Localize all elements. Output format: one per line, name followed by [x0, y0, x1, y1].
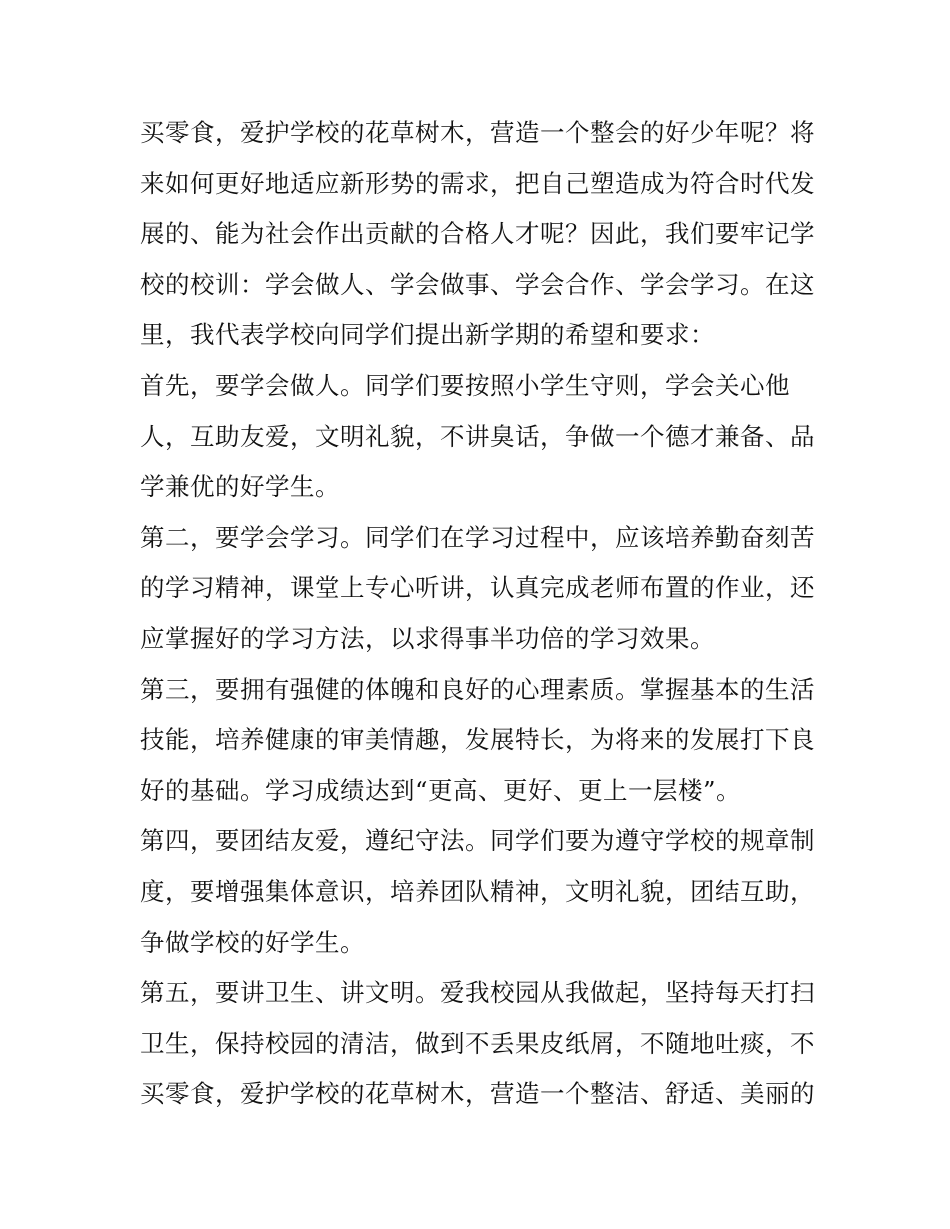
text-line: 展的、能为社会作出贡献的合格人才呢？因此，我们要牢记学 [140, 219, 815, 249]
text-line: 的学习精神，课堂上专心听讲，认真完成老师布置的作业，还 [140, 573, 815, 603]
text-line: 卫生，保持校园的清洁，做到不丢果皮纸屑，不随地吐痰，不 [140, 1028, 815, 1058]
text-line: 首先，要学会做人。同学们要按照小学生守则，学会关心他 [140, 370, 790, 400]
text-line: 买零食，爱护学校的花草树木，营造一个整洁、舒适、美丽的 [140, 1079, 815, 1109]
text-line: 第四，要团结友爱，遵纪守法。同学们要为遵守学校的规章制 [140, 826, 815, 856]
text-line: 好的基础。学习成绩达到“更高、更好、更上一层楼”。 [140, 775, 742, 805]
text-line: 第五，要讲卫生、讲文明。爱我校园从我做起，坚持每天打扫 [140, 978, 815, 1008]
text-line: 学兼优的好学生。 [140, 472, 340, 502]
text-line: 人，互助友爱，文明礼貌，不讲臭话，争做一个德才兼备、品 [140, 421, 815, 451]
text-line: 第二，要学会学习。同学们在学习过程中，应该培养勤奋刻苦 [140, 522, 815, 552]
text-line: 来如何更好地适应新形势的需求，把自己塑造成为符合时代发 [140, 168, 815, 198]
text-line: 校的校训：学会做人、学会做事、学会合作、学会学习。在这 [140, 269, 815, 299]
text-line: 里，我代表学校向同学们提出新学期的希望和要求： [140, 320, 715, 350]
text-line: 第三，要拥有强健的体魄和良好的心理素质。掌握基本的生活 [140, 674, 815, 704]
text-line: 买零食，爱护学校的花草树木，营造一个整会的好少年呢？将 [140, 118, 815, 147]
text-line: 技能，培养健康的审美情趣，发展特长，为将来的发展打下良 [140, 725, 815, 755]
text-line: 应掌握好的学习方法，以求得事半功倍的学习效果。 [140, 623, 715, 653]
body-text [140, 108, 840, 1120]
text-line: 争做学校的好学生。 [140, 927, 365, 957]
text-line: 度，要增强集体意识，培养团队精神，文明礼貌，团结互助， [140, 876, 815, 906]
